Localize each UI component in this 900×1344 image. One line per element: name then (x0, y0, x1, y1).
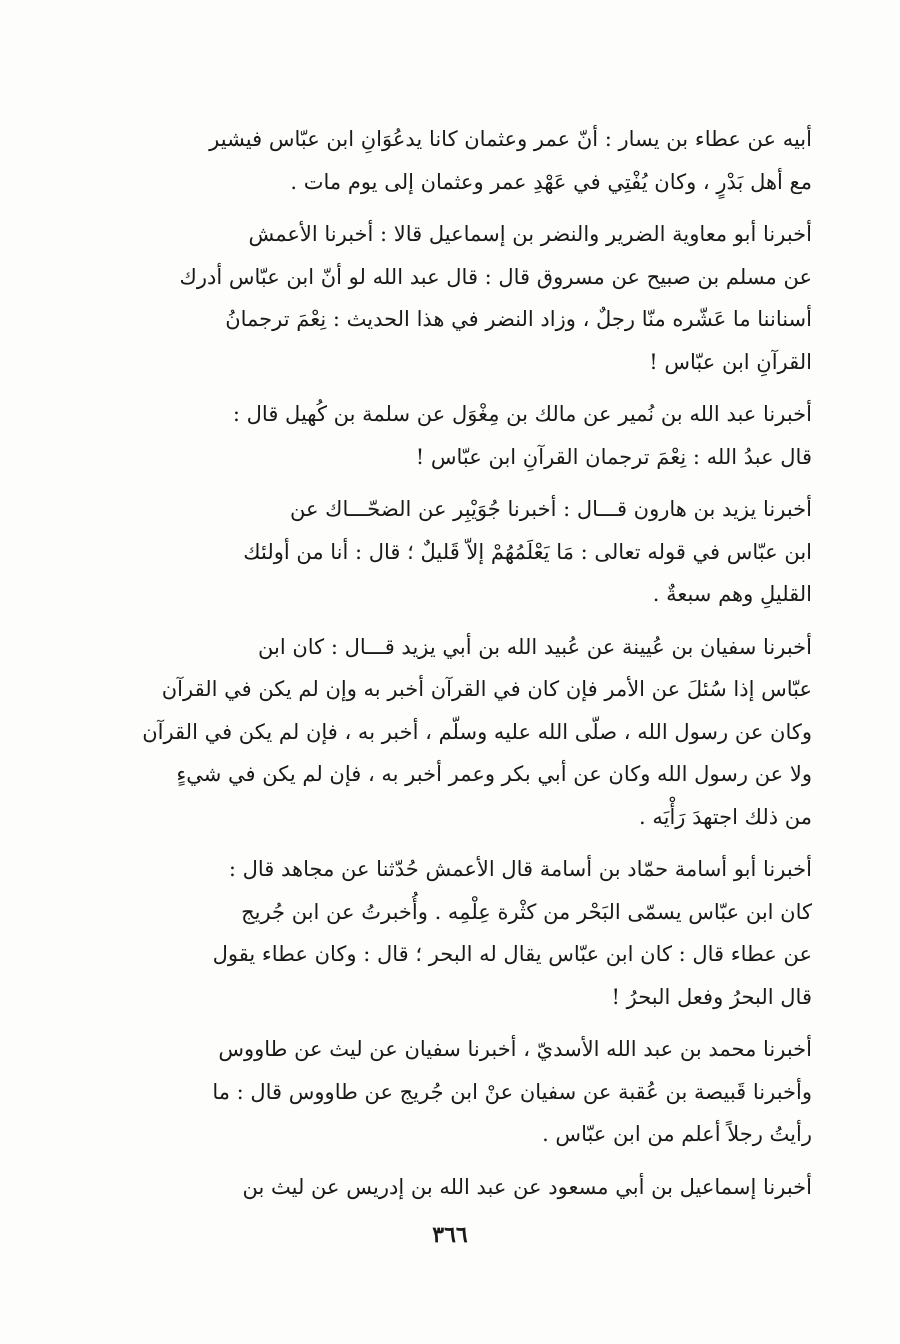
paragraph-7 (100, 1028, 812, 1156)
text-line: عن عطاء قال : كان ابن عبّاس يقال له البحر ؛ قال : وكان عطاء يقول (212, 942, 812, 966)
text-line: أسناننا ما عَشّره منّا رجلٌ ، وزاد النضر في هذا الحديث : نِعْمَ ترجمانُ (225, 307, 812, 331)
text-line: أخبرنا أبو معاوية الضرير والنضر بن إسماعيل قالا : أخبرنا الأعمش (248, 222, 812, 246)
text-line: كان ابن عبّاس يسمّى البَحْر من كثْرة عِلْمِه . وأُخبرتُ عن ابن جُريج (241, 899, 812, 924)
paragraph-3 (100, 393, 812, 478)
text-line: عن مسلم بن صبيح عن مسروق قال : قال عبد الله لو أنّ ابن عبّاس أدرك (179, 264, 812, 289)
text-line: عبّاس إذا سُئلَ عن الأمر فإن كان في القرآن أخبر به وإن لم يكن في القرآن (161, 677, 812, 701)
text-line: وكان عن رسول الله ، صلّى الله عليه وسلّم ، أخبر به ، فإن لم يكن في القرآن (142, 719, 812, 744)
text-line: قال البحرُ وفعل البحرُ ! (611, 984, 812, 1009)
text-line: أخبرنا محمد بن عبد الله الأسديّ ، أخبرنا سفيان عن ليث عن طاووس (218, 1037, 812, 1061)
text-line: أخبرنا إسماعيل بن أبي مسعود عن عبد الله بن إدريس عن ليث بن (242, 1174, 812, 1199)
text-line: أخبرنا يزيد بن هارون قـــال : أخبرنا جُوَيْبِر عن الضحّـــاك عن (289, 497, 812, 521)
text-line: أبيه عن عطاء بن يسار : أنّ عمر وعثمان كانا يدعُوَانِ ابن عبّاس فيشير (209, 127, 812, 151)
paragraph-5 (100, 626, 812, 839)
text-line: ولا عن رسول الله وكان عن أبي بكر وعمر أخبر به ، فإن لم يكن في شيءٍ (176, 762, 812, 786)
text-line: أخبرنا عبد الله بن نُمير عن مالك بن مِغْوَل عن سلمة بن كُهيل قال : (232, 402, 812, 426)
text-line: ابن عبّاس في قوله تعالى : مَا يَعْلَمُهُمْ إلاّ قَليلٌ ؛ قال : أنا من أولئك (243, 539, 812, 564)
text-line: قال عبدُ الله : نِعْمَ ترجمان القرآنِ ابن عبّاس ! (415, 444, 812, 469)
text-line: أخبرنا أبو أسامة حمّاد بن أسامة قال الأعمش حُدّثنا عن مجاهد قال : (228, 857, 812, 881)
text-line: أخبرنا سفيان بن عُيينة عن عُبيد الله بن أبي يزيد قـــال : كان ابن (258, 634, 812, 659)
text-line: القليلِ وهم سبعةٌ . (652, 582, 812, 606)
text-line: من ذلك اجتهدَ رَأْيَه . (639, 804, 812, 829)
paragraph-6 (100, 848, 812, 1018)
text-line: مع أهل بَدْرٍ ، وكان يُفْتِي في عَهْدِ عمر وعثمان إلى يوم مات . (290, 169, 812, 194)
page-number: ٣٦٦ (432, 1222, 468, 1248)
text-line: رأيتُ رجلاً أعلم من ابن عبّاس . (542, 1122, 812, 1146)
paragraph-2 (100, 213, 812, 383)
text-line: القرآنِ ابن عبّاس ! (649, 349, 812, 374)
body-text (100, 118, 812, 1218)
paragraph-4 (100, 488, 812, 616)
paragraph-1 (100, 118, 812, 203)
text-line: وأخبرنا قَبيصة بن عُقبة عن سفيان عنْ ابن جُريج عن طاووس قال : ما (212, 1079, 812, 1104)
paragraph-8 (100, 1166, 812, 1209)
